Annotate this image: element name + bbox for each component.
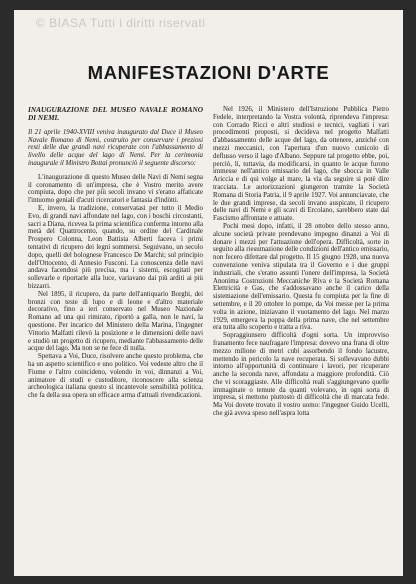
paragraph: Sopraggiunsero difficoltà d'ogni sorta. Un improvviso franamento fece naufragare l'impresa: dovevo una frana di oltre mezzo milione di metri cubi assorbendo il fondo lacustre, mettendo in pericolo la nave recuperata. Si sollevavano dubbi intorno all'opportunità di continuare i lavori, per ricuperare anche la seconda nave, affondata a maggiore profondità. Ciò che vi scoraggiaste. Alle difficoltà reali s'aggiungevano quelle immaginate o temute da quanti volevano, in ogni sorta di impresa, si mettono piuttosto di difficoltà che di marcata fede. Ma Voi dovete trovato il vostro uomo: l'ingegner Guido Ucelli, che già aveva speso nell'aspra lotta <box>213 332 389 418</box>
paragraph: Nel 1895, il ricupero, da parte dell'antiquario Borghi, dei bronzi con teste di lupo e di leone e d'altro materiale decorativo, fino a ieri conservato nel Museo Nazionale Romano ad una qui rimirato, riportò a galla, non le navi, la questione. Per incarico del Ministero della Marina, l'ingegner Vittorio Malfatti rilevò la posizione e le dimensioni delle navi e studiò un progetto di ricupero, mediante l'abbassamento delle acque del lago. Ma non se ne fece di nulla. <box>28 290 203 353</box>
intro-paragraph: Il 21 aprile 1940-XVIII veniva inaugurato dal Duce il Museo Navale Romano di Nemi, costruito per conservare i preziosi resti delle due grandi navi ricuperate con l'abbassamento di livello delle acque del lago di Nemi. Per la cerimonia inaugurale il Ministro Bottai pronunciò il seguente discorso: <box>28 128 203 167</box>
section-intro <box>28 129 203 168</box>
page-title: MANIFESTAZIONI D'ARTE <box>87 62 330 83</box>
paragraph: Spettava a Voi, Duce, risolvere anche questo problema, che ha un aspetto scientifico e uno politico. Voi vedeste altro che il Fiume e l'altro coincideno, volendo in voi, dinnanzi a Voi, animatore di studi e custoditore, riconoscere alla scienza archeologica italiana questo sì incantevole sensibilità politica, che fa della sua opera un efficace arma d'attuali rivendicazioni. <box>28 353 203 400</box>
paragraph: E, invero, la tradizione, conservatasi per tutto il Medio Evo, di grandi navi affondate nel lago, con i boschi circostanti, sacri a Diana, ricevea la prima scientifica conferma intorno alla metà del Quattrocento, quando, su ordine del Cardinale Prospero Colonna, Leon Battista Alberti faceva i primi tentativi di ricupero dei legni sommersi. Seguivano, un secolo dopo, quelli del bolognese Francesco De Marchi; sul principio dell'Ottocento, di Annesio Fusconi. La conoscenza delle navi andava facendosi più precisa, ma i sistemi, escogitati per sollevarle e riportarle alla luce, variavano dai più arditi ai più bizzarri. <box>28 204 203 290</box>
watermark: © BIASA Tutti i diritti riservati <box>36 16 206 30</box>
right-column <box>213 106 389 418</box>
left-column <box>28 106 203 400</box>
paragraph: L'inaugurazione di questo Museo delle Navi di Nemi segna il coronamento di un'impresa, che è Vostro merito avere compiuta, dopo che per più secoli invano vi s'erano affaticate l'intuomo geniali d'acuti ricercatori e fantasia d'indòtti. <box>28 173 203 205</box>
paragraph: Nel 1926, il Ministero dell'Istruzione Pubblica Pietro Fedele, interpretando la Vostra volontà, riprendeva l'impresa: con Corrado Ricci e altri studiosi e tecnici, vagliati i vari procedimenti proposti, si decideva nel progetto Malfatti d'abbassamento delle acque del lago, da ottenere, anziché con mezzi meccanici, con l'apertura d'un nuovo cunicolo di deflusso verso il lago d'Albano. Seppure tal progetto ebbe, poi, perciò, lì, tuttavia, da modificarsi, in quanto le acque furono immesse nell'antico emissario del lago, che sbocca in Valle Ariccia e di qui volge al mare, la via da seguire si potè dire tracciata. Le autorizzazioni giungeron tramite la Società Romana di Storia Patria, il 9 aprile 1927. Voi annunciavate, che le due grandi imprese, da secoli invano auspicate, il ricupero delle navi di Nemi e gli scavi di Ercolano, sarebbero state dal Fascismo affrontate e attuate. <box>213 106 389 223</box>
document-page <box>14 10 403 576</box>
paragraph: Pochi mesi dopo, infatti, il 28 ottobre dello stesso anno, alcune società private prendevano impegno dinanzi a Voi di donare i mezzi per l'attuazione dell'opera. Difficoltà, sorte in seguito alla riesumazione delle condizioni dell'antico emissario, non fecero difettare dal progetto. Il 15 giugno 1928, una nuova convenzione veniva stipulata tra il Governo e i due gruppi industriali, che s'erano assunti l'onere dell'impresa, la Società Anonima Costruzioni Meccaniche Riva e la Società Romana Elettricità e Gas, che s'addossavano anche il carico della sistemazione dell'emissario. Questa fu compiuta per la fine di settembre, e il 20 ottobre lo pompe, da Voi messe per la prima volta in azione, iniziavano il vuotamento del lago. Nel marzo 1929, emergeva la poppa della prima nave, che nel settembre era tutta allo scoperto e tratta a riva. <box>213 222 389 332</box>
section-heading: INAUGURAZIONE DEL MUSEO NAVALE ROMANO DI NEMI. <box>28 105 203 123</box>
